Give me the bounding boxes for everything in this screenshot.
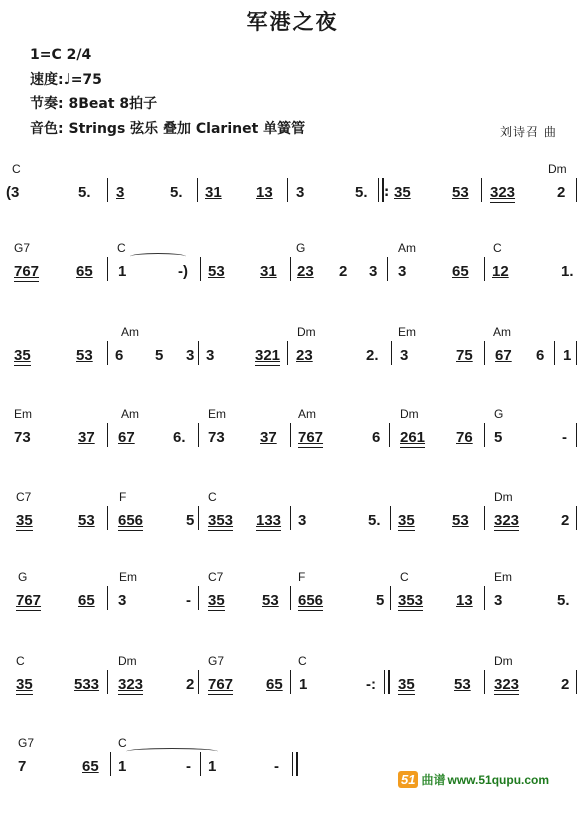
tempo-line bbox=[30, 71, 102, 88]
note-group: 5. bbox=[368, 512, 381, 529]
note-group: 53 bbox=[454, 676, 471, 693]
note-group: -: bbox=[366, 676, 376, 693]
note-group: 2 bbox=[561, 676, 570, 693]
note-group: 5 bbox=[376, 592, 385, 609]
song-title: 军港之夜 bbox=[246, 9, 339, 34]
note-group: 1. bbox=[561, 263, 574, 280]
chord-symbol: Em bbox=[14, 407, 32, 421]
score-row-1 bbox=[0, 162, 585, 252]
bar-line bbox=[198, 670, 199, 694]
note-group: 5. bbox=[78, 184, 91, 201]
score-row-5 bbox=[0, 490, 585, 580]
note-group: 323 bbox=[490, 184, 516, 201]
note-group: 133 bbox=[256, 512, 282, 529]
note-group: 2 bbox=[186, 676, 195, 693]
note-group: 767 bbox=[298, 429, 324, 446]
note-group: 35 bbox=[398, 512, 415, 529]
site-logo-icon: 51 bbox=[398, 771, 418, 788]
chord-symbol: G7 bbox=[208, 654, 225, 668]
note-group: 1 bbox=[208, 758, 217, 775]
note-group: 35 bbox=[16, 676, 33, 693]
chord-symbol: C bbox=[400, 570, 409, 584]
note-group: 2 bbox=[561, 512, 570, 529]
note-group: 767 bbox=[208, 676, 234, 693]
tone-label: 音色: bbox=[30, 121, 64, 137]
composer-credit: 刘诗召 曲 bbox=[500, 125, 557, 139]
chord-symbol: C bbox=[117, 241, 126, 255]
note-group: 5 bbox=[494, 429, 503, 446]
note-group: 65 bbox=[78, 592, 95, 609]
chord-symbol: Em bbox=[398, 325, 416, 339]
note-group: 35 bbox=[14, 347, 31, 364]
chord-symbol: Am bbox=[493, 325, 511, 339]
chord-symbol: Dm bbox=[118, 654, 137, 668]
bar-line bbox=[576, 670, 577, 694]
note-group: -) bbox=[178, 263, 188, 280]
note-group: 2 bbox=[339, 263, 348, 280]
note-group: 35 bbox=[394, 184, 411, 201]
note-group: 323 bbox=[118, 676, 144, 693]
chord-symbol: Dm bbox=[297, 325, 316, 339]
note-group: 65 bbox=[76, 263, 93, 280]
note-group: 5. bbox=[170, 184, 183, 201]
rhythm-line bbox=[30, 96, 157, 112]
bar-line bbox=[107, 586, 108, 610]
chord-symbol: Am bbox=[121, 325, 139, 339]
rhythm-value: 8Beat 8拍子 bbox=[68, 96, 158, 112]
bar-line bbox=[290, 423, 291, 447]
repeat-end-bar bbox=[384, 670, 390, 694]
bar-line bbox=[287, 341, 288, 365]
note-group: 3 bbox=[494, 592, 503, 609]
chord-symbol: F bbox=[298, 570, 306, 584]
note-group: 37 bbox=[78, 429, 95, 446]
chord-symbol: Am bbox=[398, 241, 416, 255]
chord-symbol: C7 bbox=[208, 570, 224, 584]
rhythm-label: 节奏: bbox=[30, 96, 64, 112]
chord-symbol: C bbox=[12, 162, 21, 176]
chord-symbol: G7 bbox=[18, 736, 35, 750]
note-group: 353 bbox=[208, 512, 234, 529]
note-group: 3 bbox=[206, 347, 215, 364]
note-group: 65 bbox=[82, 758, 99, 775]
note-group: 5. bbox=[355, 184, 368, 201]
bar-line bbox=[200, 257, 201, 281]
chord-symbol: C bbox=[208, 490, 217, 504]
note-group: 76 bbox=[456, 429, 473, 446]
chord-symbol: Am bbox=[298, 407, 316, 421]
note-group: 6. bbox=[173, 429, 186, 446]
chord-symbol: C bbox=[16, 654, 25, 668]
note-group: 656 bbox=[298, 592, 324, 609]
note-group: 65 bbox=[266, 676, 283, 693]
bar-line bbox=[290, 506, 291, 530]
notation-line bbox=[0, 676, 585, 736]
note-group: 67 bbox=[118, 429, 135, 446]
chord-symbol: Em bbox=[119, 570, 137, 584]
note-group: 1 bbox=[118, 758, 127, 775]
note-group: 31 bbox=[205, 184, 222, 201]
note-group: 323 bbox=[494, 512, 520, 529]
note-group: 321 bbox=[255, 347, 281, 364]
bar-line bbox=[107, 178, 108, 202]
bar-line bbox=[576, 506, 577, 530]
score-row-4 bbox=[0, 407, 585, 497]
bar-line bbox=[107, 506, 108, 530]
chord-symbol: G7 bbox=[14, 241, 31, 255]
note-group: (3 bbox=[6, 184, 20, 201]
note-group: 31 bbox=[260, 263, 277, 280]
note-group: 3 bbox=[400, 347, 409, 364]
note-group: 1 bbox=[118, 263, 127, 280]
chord-symbol: Em bbox=[494, 570, 512, 584]
tie-arc bbox=[126, 748, 218, 755]
repeat-dots: : bbox=[384, 185, 390, 200]
chord-symbol: C bbox=[493, 241, 502, 255]
note-group: 353 bbox=[398, 592, 424, 609]
score-row-2 bbox=[0, 241, 585, 331]
note-group: 53 bbox=[78, 512, 95, 529]
bar-line bbox=[554, 341, 555, 365]
bar-line bbox=[107, 423, 108, 447]
final-bar bbox=[292, 752, 298, 776]
bar-line bbox=[110, 752, 111, 776]
note-group: 75 bbox=[456, 347, 473, 364]
bar-line bbox=[389, 423, 390, 447]
notation-line bbox=[0, 263, 585, 323]
note-group: 2 bbox=[557, 184, 566, 201]
note-group: 73 bbox=[14, 429, 31, 446]
bar-line bbox=[390, 586, 391, 610]
tempo-value: =75 bbox=[70, 72, 102, 88]
note-group: 13 bbox=[456, 592, 473, 609]
note-group: 65 bbox=[452, 263, 469, 280]
note-group: 3 bbox=[116, 184, 125, 201]
note-group: 3 bbox=[118, 592, 127, 609]
bar-line bbox=[484, 670, 485, 694]
note-group: 53 bbox=[452, 512, 469, 529]
note-group: 1 bbox=[299, 676, 308, 693]
note-group: 656 bbox=[118, 512, 144, 529]
note-group: 35 bbox=[16, 512, 33, 529]
note-group: 2. bbox=[366, 347, 379, 364]
score-row-6 bbox=[0, 570, 585, 660]
note-group: 3 bbox=[398, 263, 407, 280]
bar-line bbox=[387, 257, 388, 281]
note-group: 35 bbox=[398, 676, 415, 693]
note-group: 6 bbox=[372, 429, 381, 446]
bar-line bbox=[391, 341, 392, 365]
note-group: 7 bbox=[18, 758, 27, 775]
chord-symbol: G bbox=[494, 407, 504, 421]
bar-line bbox=[107, 257, 108, 281]
note-group: 6 bbox=[115, 347, 124, 364]
bar-line bbox=[198, 506, 199, 530]
note-group: 23 bbox=[297, 263, 314, 280]
note-group: 73 bbox=[208, 429, 225, 446]
notation-line bbox=[0, 429, 585, 489]
note-group: 3 bbox=[298, 512, 307, 529]
note-group: 5 bbox=[186, 512, 195, 529]
note-group: 6 bbox=[536, 347, 545, 364]
site-name: 曲谱 bbox=[421, 773, 446, 787]
note-group: 53 bbox=[262, 592, 279, 609]
note-group: - bbox=[186, 592, 191, 609]
note-group: 5 bbox=[155, 347, 164, 364]
bar-line bbox=[200, 752, 201, 776]
bar-line bbox=[198, 586, 199, 610]
note-group: 13 bbox=[256, 184, 273, 201]
bar-line bbox=[198, 341, 199, 365]
bar-line bbox=[390, 506, 391, 530]
note-group: 3 bbox=[296, 184, 305, 201]
note-group: 67 bbox=[495, 347, 512, 364]
note-group: 1 bbox=[563, 347, 572, 364]
score-row-7 bbox=[0, 654, 585, 744]
bar-line bbox=[484, 423, 485, 447]
bar-line bbox=[290, 586, 291, 610]
bar-line bbox=[290, 257, 291, 281]
note-group: - bbox=[562, 429, 567, 446]
notation-line bbox=[0, 347, 585, 407]
bar-line bbox=[107, 670, 108, 694]
bar-line bbox=[287, 178, 288, 202]
note-group: 53 bbox=[76, 347, 93, 364]
bar-line bbox=[198, 423, 199, 447]
notation-line bbox=[0, 592, 585, 652]
chord-symbol: Dm bbox=[548, 162, 567, 176]
tempo-label: 速度: bbox=[30, 72, 64, 88]
chord-symbol: Dm bbox=[494, 654, 513, 668]
site-watermark bbox=[398, 771, 549, 788]
note-group: 533 bbox=[74, 676, 100, 693]
chord-symbol: G bbox=[296, 241, 306, 255]
key-signature: 1=C 2/4 bbox=[30, 47, 92, 63]
bar-line bbox=[484, 586, 485, 610]
site-url: www.51qupu.com bbox=[447, 773, 550, 787]
bar-line bbox=[576, 178, 577, 202]
quarter-note-icon: ♩ bbox=[63, 70, 71, 88]
chord-symbol: G bbox=[18, 570, 28, 584]
note-group: 323 bbox=[494, 676, 520, 693]
note-group: 3 bbox=[186, 347, 195, 364]
chord-symbol: C bbox=[298, 654, 307, 668]
note-group: 767 bbox=[16, 592, 42, 609]
notation-line bbox=[0, 758, 585, 818]
note-group: - bbox=[186, 758, 191, 775]
note-group: 35 bbox=[208, 592, 225, 609]
bar-line bbox=[576, 423, 577, 447]
note-group: 5. bbox=[557, 592, 570, 609]
bar-line bbox=[107, 341, 108, 365]
chord-symbol: Dm bbox=[494, 490, 513, 504]
chord-symbol: Em bbox=[208, 407, 226, 421]
bar-line bbox=[484, 257, 485, 281]
bar-line bbox=[484, 341, 485, 365]
tie-arc bbox=[130, 253, 186, 260]
chord-symbol: Dm bbox=[400, 407, 419, 421]
chord-symbol: Am bbox=[121, 407, 139, 421]
bar-line bbox=[290, 670, 291, 694]
score-row-3 bbox=[0, 325, 585, 415]
note-group: 53 bbox=[208, 263, 225, 280]
notation-line bbox=[0, 184, 585, 244]
tone-line bbox=[30, 121, 305, 137]
chord-symbol: C bbox=[118, 736, 127, 750]
note-group: 767 bbox=[14, 263, 40, 280]
tone-value: Strings 弦乐 叠加 Clarinet 单簧管 bbox=[68, 121, 306, 137]
note-group: 23 bbox=[296, 347, 313, 364]
note-group: 37 bbox=[260, 429, 277, 446]
note-group: - bbox=[274, 758, 279, 775]
bar-line bbox=[484, 506, 485, 530]
bar-line bbox=[197, 178, 198, 202]
chord-symbol: C7 bbox=[16, 490, 32, 504]
bar-line bbox=[576, 341, 577, 365]
note-group: 3 bbox=[369, 263, 378, 280]
note-group: 53 bbox=[452, 184, 469, 201]
chord-symbol: F bbox=[119, 490, 127, 504]
note-group: 12 bbox=[492, 263, 509, 280]
bar-line bbox=[481, 178, 482, 202]
notation-line bbox=[0, 512, 585, 572]
note-group: 261 bbox=[400, 429, 426, 446]
